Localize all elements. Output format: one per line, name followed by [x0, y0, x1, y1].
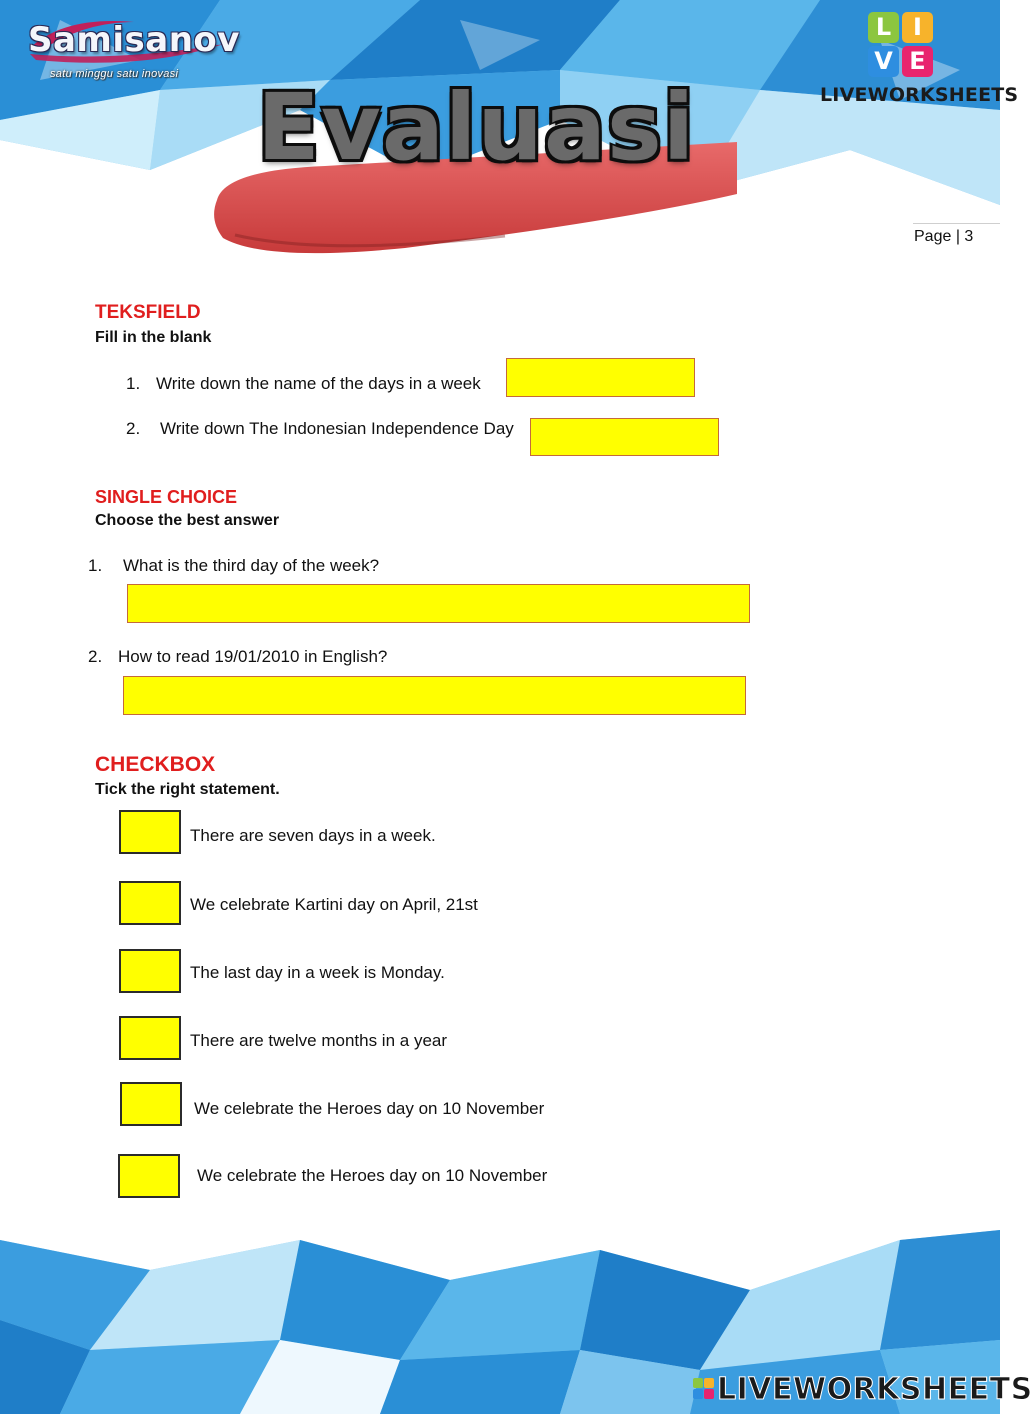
teksfield-title: TEKSFIELD: [95, 302, 201, 323]
teksfield-answer-1[interactable]: [506, 358, 695, 397]
question-text: Write down The Indonesian Independence Day: [160, 419, 514, 438]
question-text: Write down the name of the days in a week: [156, 374, 481, 393]
teksfield-answer-2[interactable]: [530, 418, 719, 456]
single-choice-instruction: Choose the best answer: [95, 512, 280, 529]
brand-tagline: satu minggu satu inovasi: [50, 68, 179, 80]
footer-liveworksheets-logo: [693, 1372, 1033, 1408]
checkbox-title: CHECKBOX: [95, 753, 216, 776]
page-number-rule: [913, 223, 1000, 224]
checkbox-statement-6: We celebrate the Heroes day on 10 November: [197, 1166, 548, 1185]
brand-name: Samisanov: [28, 20, 240, 60]
checkbox-statement-2: We celebrate Kartini day on April, 21st: [190, 895, 478, 914]
footer-live-tiles-icon: [693, 1378, 715, 1400]
single-choice-question-2: [88, 647, 387, 667]
page-title: Evaluasi: [257, 74, 696, 181]
teksfield-instruction: Fill in the blank: [95, 329, 212, 346]
checkbox-statement-5: We celebrate the Heroes day on 10 November: [194, 1099, 545, 1118]
question-number: 1.: [88, 556, 103, 575]
liveworksheets-logo: [820, 10, 1019, 108]
single-choice-select-2[interactable]: [123, 676, 746, 715]
single-choice-select-1[interactable]: [127, 584, 750, 623]
logo-tile-v: V: [868, 46, 899, 77]
checkbox-2[interactable]: [119, 881, 181, 925]
checkbox-statement-3: The last day in a week is Monday.: [190, 963, 445, 982]
logo-tile-i: I: [902, 12, 933, 43]
question-text: What is the third day of the week?: [123, 556, 380, 575]
checkbox-statement-4: There are twelve months in a year: [190, 1031, 448, 1050]
footer-liveworksheets-label: LIVEWORKSHEETS: [717, 1372, 1033, 1407]
checkbox-6[interactable]: [118, 1154, 180, 1198]
teksfield-question-1: [126, 374, 481, 394]
single-choice-title: SINGLE CHOICE: [95, 487, 238, 507]
evaluasi-banner: [205, 70, 745, 260]
logo-tile-e: E: [902, 46, 933, 77]
teksfield-question-2: [126, 419, 514, 439]
checkbox-statement-1: There are seven days in a week.: [190, 826, 436, 845]
liveworksheets-label: LIVEWORKSHEETS: [820, 84, 1019, 106]
checkbox-4[interactable]: [119, 1016, 181, 1060]
question-number: 1.: [126, 374, 141, 393]
logo-tile-l: L: [868, 12, 899, 43]
question-text: How to read 19/01/2010 in English?: [118, 647, 388, 666]
question-number: 2.: [126, 419, 141, 438]
checkbox-3[interactable]: [119, 949, 181, 993]
single-choice-question-1: [88, 556, 379, 576]
checkbox-1[interactable]: [119, 810, 181, 854]
checkbox-instruction: Tick the right statement.: [95, 781, 280, 798]
page-number: Page | 3: [914, 228, 974, 245]
question-number: 2.: [88, 647, 103, 666]
checkbox-5[interactable]: [120, 1082, 182, 1126]
